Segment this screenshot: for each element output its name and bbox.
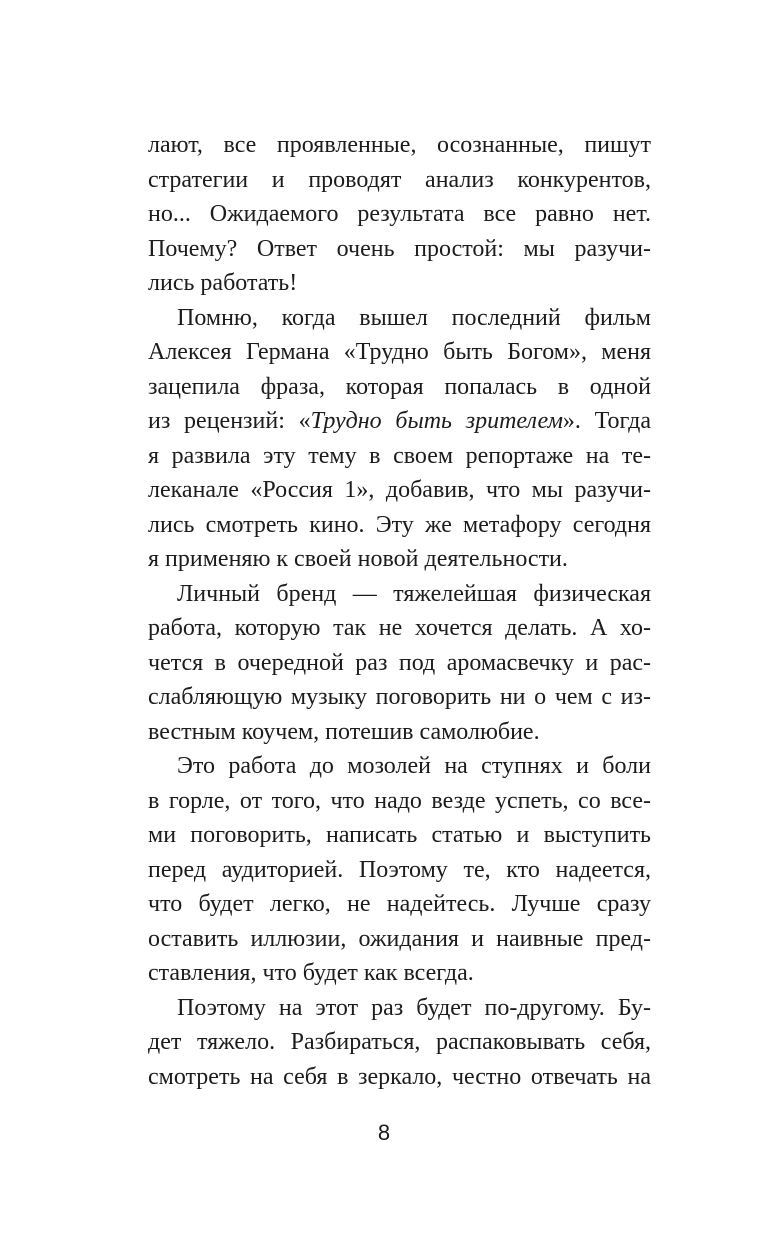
text-line: оставить иллюзии, ожидания и наивные пред- xyxy=(148,925,651,952)
text-line: смотреть на себя в зеркало, честно отвечать на xyxy=(148,1063,651,1090)
text-line: но... Ожидаемого результата все равно нет. xyxy=(148,201,651,227)
text-line: лись смотреть кино. Эту же метафору сегодня xyxy=(148,511,651,538)
text-line: я применяю к своей новой деятельности. xyxy=(148,546,568,572)
text-line: лись работать! xyxy=(148,270,298,296)
text-line: чется в очередной раз под аромасвечку и рас- xyxy=(148,649,651,676)
text-line: ми поговорить, написать статью и выступить xyxy=(148,822,651,848)
quote-suffix: ». Тогда xyxy=(562,408,651,434)
text-line: лают, все проявленные, осознанные, пишут xyxy=(148,132,651,158)
text-line: Личный бренд — тяжелейшая физическая xyxy=(177,580,651,607)
text-line: Алексея Германа «Трудно быть Богом», меня xyxy=(148,339,651,365)
page-number: 8 xyxy=(377,1120,391,1145)
text-line: Это работа до мозолей на ступнях и боли xyxy=(177,753,651,779)
text-line: слабляющую музыку поговорить ни о чем с из- xyxy=(148,684,651,710)
text-line: зацепила фраза, которая попалась в одной xyxy=(148,373,651,400)
paragraph-2 xyxy=(148,301,651,577)
text-line: что будет легко, не надейтесь. Лучше сразу xyxy=(148,891,651,917)
paragraph-5 xyxy=(148,991,651,1095)
text-line: Помню, когда вышел последний фильм xyxy=(177,304,651,331)
text-line: леканале «Россия 1», добавив, что мы разучи- xyxy=(148,477,651,503)
paragraph-3 xyxy=(148,577,651,750)
text-line: дет тяжело. Разбираться, распаковывать себя, xyxy=(148,1029,651,1055)
text-line: ставления, что будет как всегда. xyxy=(148,960,474,986)
text-line: в горле, от того, что надо везде успеть, со все- xyxy=(148,787,651,814)
text-line: вестным коучем, потешив самолюбие. xyxy=(148,718,540,745)
paragraph-1 xyxy=(148,128,651,301)
text-line: работа, которую так не хочется делать. А хо- xyxy=(148,615,651,641)
quote-prefix: из рецензий: « xyxy=(148,408,311,434)
text-line: Почему? Ответ очень простой: мы разучи- xyxy=(148,235,651,262)
paragraph-4 xyxy=(148,749,651,991)
text-line-with-italic xyxy=(148,404,651,439)
text-line: Поэтому на этот раз будет по-другому. Бу- xyxy=(177,994,651,1021)
text-line: перед аудиторией. Поэтому те, кто надеется, xyxy=(148,856,651,883)
text-line: я развила эту тему в своем репортаже на те- xyxy=(148,442,651,469)
page-body xyxy=(148,128,651,1094)
text-line: стратегии и проводят анализ конкурентов, xyxy=(148,166,651,193)
italic-quote: Трудно быть зрителем xyxy=(310,408,563,434)
